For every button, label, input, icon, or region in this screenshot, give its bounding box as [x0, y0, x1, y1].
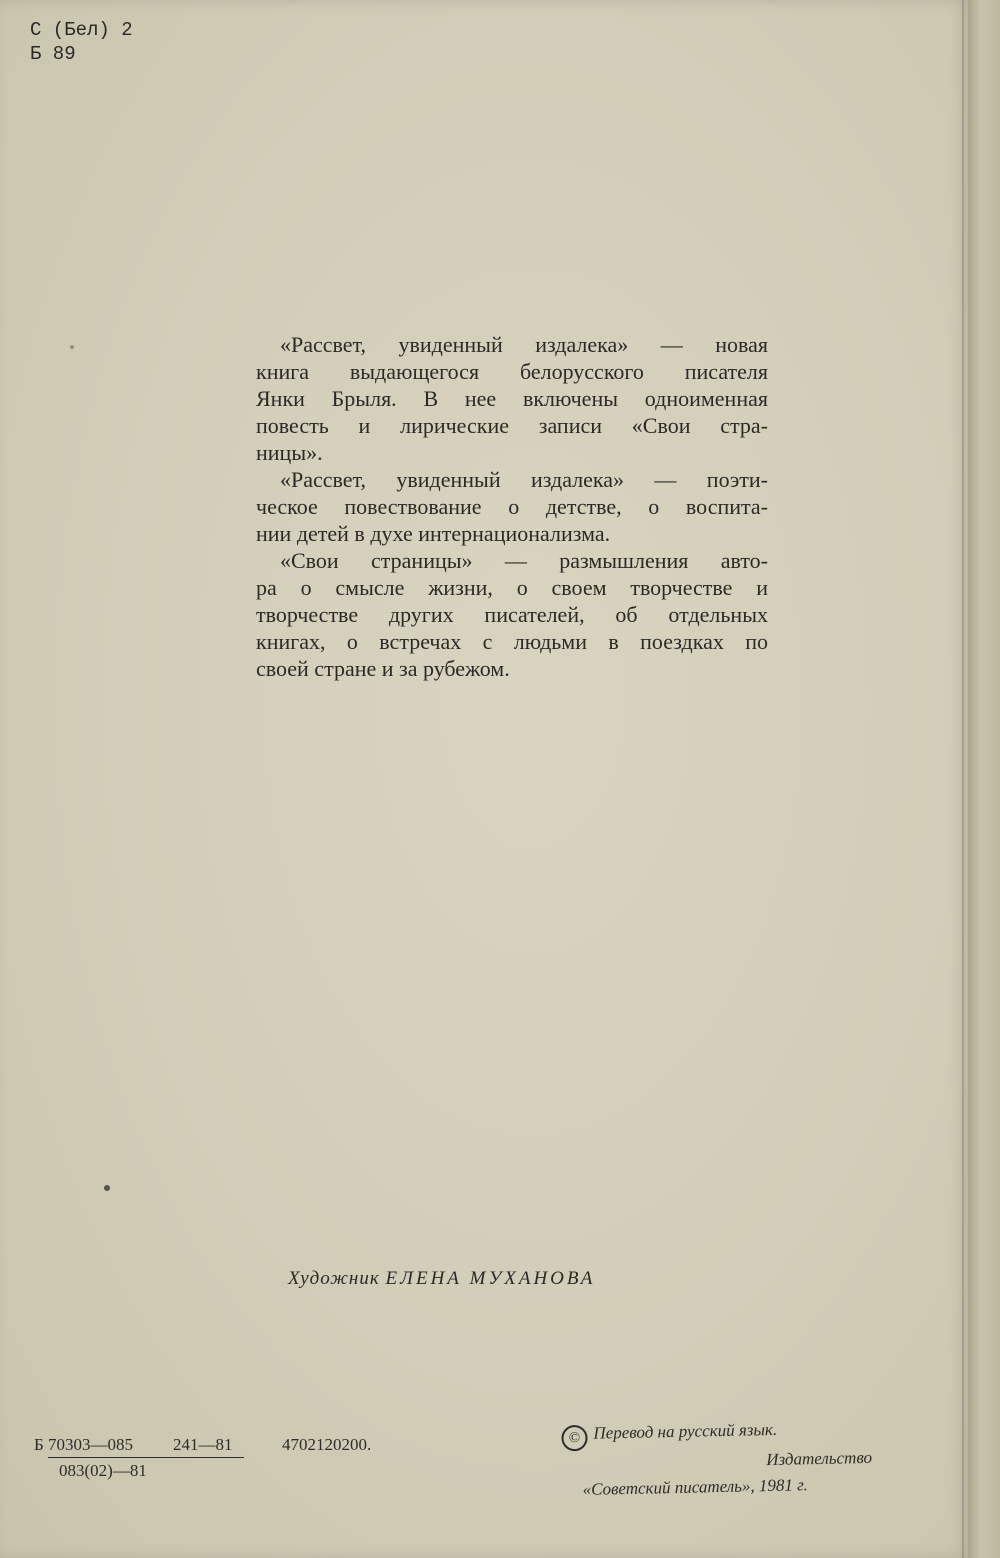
artist-label: Художник — [288, 1268, 380, 1289]
annotation-line: своей стране и за рубежом. — [256, 656, 510, 681]
annotation-line: «Свои страницы» — размышления авто- — [280, 548, 768, 573]
publication-imprint — [34, 1432, 371, 1483]
book-annotation — [256, 331, 768, 682]
annotation-line: Янки Брыля. В нее включены одноименная — [256, 386, 768, 411]
paper-speck — [104, 1185, 110, 1191]
annotation-line: ницы». — [256, 440, 323, 465]
copyright-line-2: Издательство — [766, 1447, 873, 1470]
artist-credit — [288, 1268, 595, 1290]
artist-name: ЕЛЕНА МУХАНОВА — [385, 1268, 596, 1289]
annotation-line: ра о смысле жизни, о своем творчестве и — [256, 575, 768, 600]
annotation-line: нии детей в духе интернационализма. — [256, 521, 611, 546]
copyright-line-1: Перевод на русский язык. — [593, 1419, 778, 1443]
imprint-letter: Б — [34, 1435, 44, 1454]
annotation-line: книгах, о встречах с людьми в поездках по — [256, 629, 768, 654]
annotation-line: «Рассвет, увиденный издалека» — новая — [280, 332, 768, 357]
annotation-line: «Рассвет, увиденный издалека» — поэти- — [280, 467, 768, 492]
copyright-symbol-icon: © — [561, 1425, 588, 1452]
classification-code: С (Бел) 2 — [30, 19, 133, 41]
adjacent-page-edge — [968, 0, 1000, 1558]
annotation-line: ческое повествование о детстве, о воспита- — [256, 494, 768, 519]
annotation-line: творчестве других писателей, об отдельных — [256, 602, 768, 627]
copyright-notice — [561, 1415, 883, 1504]
imprint-code: 241—81 — [173, 1435, 233, 1454]
imprint-denominator: 083(02)—81 — [59, 1461, 147, 1480]
paper-speck — [70, 345, 74, 349]
imprint-row-top — [34, 1432, 371, 1458]
author-mark: Б 89 — [30, 43, 76, 65]
imprint-numerator: 70303—085 241—81 — [48, 1432, 244, 1458]
annotation-line: книга выдающегося белорусского писателя — [256, 359, 768, 384]
imprint-number: 4702120200. — [282, 1435, 372, 1454]
page-fold — [962, 0, 964, 1558]
copyright-line-3: «Советский писатель», 1981 г. — [582, 1475, 809, 1499]
annotation-line: повесть и лирические записи «Свои стра- — [256, 413, 768, 438]
library-classification — [30, 18, 133, 66]
